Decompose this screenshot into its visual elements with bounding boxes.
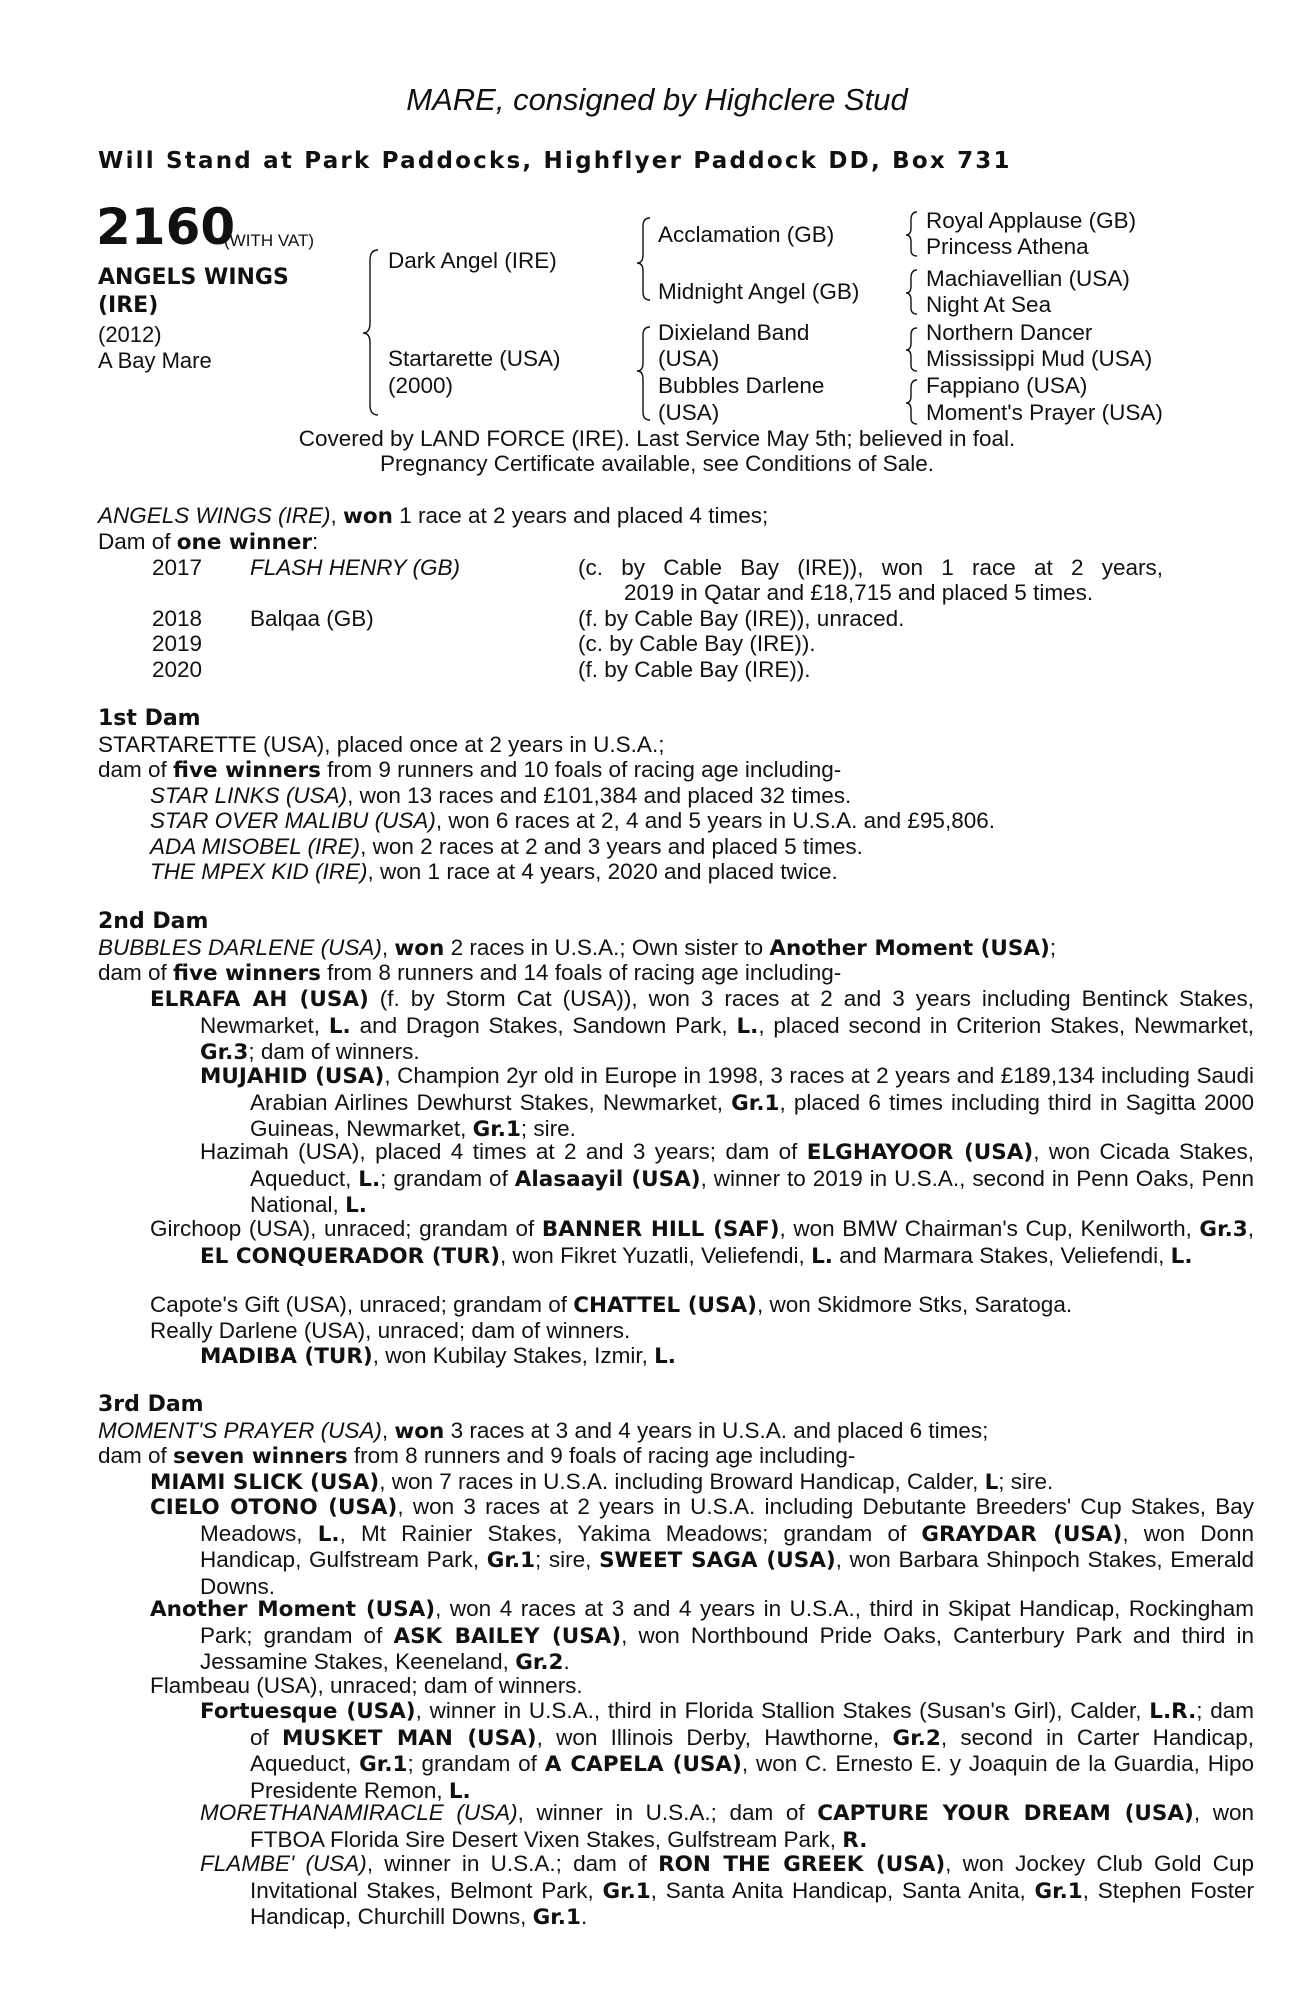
second-dam-line1: BUBBLES DARLENE (USA), won 2 races in U.S.A.; Own sister to Another Moment (USA);: [98, 935, 1057, 961]
pedigree-dam-sire-line1: Dixieland Band: [658, 320, 810, 345]
brace-dam: [637, 327, 650, 420]
entry-morethanamiracle: MORETHANAMIRACLE (USA), winner in U.S.A.; dam of CAPTURE YOUR DREAM (USA), won FTBOA Florida Sire Desert Vixen Stakes, Gulfstream Park, R.: [200, 1800, 1254, 1853]
entry-miami-slick: MIAMI SLICK (USA), won 7 races in U.S.A. including Broward Handicap, Calder, L; sire.: [150, 1469, 1054, 1495]
brace-g3-4: [906, 380, 917, 424]
pedigree-g3-5: Northern Dancer: [926, 320, 1093, 345]
produce-year: 2018: [152, 606, 203, 631]
produce-year: 2019: [152, 631, 203, 656]
pedigree-g3-6: Mississippi Mud (USA): [926, 346, 1153, 371]
pedigree-g3-4: Night At Sea: [926, 292, 1052, 317]
brace-main: [363, 250, 378, 415]
pedigree-sire: Dark Angel (IRE): [388, 248, 557, 273]
entry-madiba: MADIBA (TUR), won Kubilay Stakes, Izmir, L.: [200, 1343, 676, 1369]
produce-name: FLASH HENRY (GB): [250, 555, 461, 580]
pedigree-dam-dam-line2: (USA): [658, 400, 720, 425]
brace-g3-2: [906, 270, 917, 314]
entry-flambe: FLAMBE' (USA), winner in U.S.A.; dam of RON THE GREEK (USA), won Jockey Club Gold Cup Invitational Stakes, Belmont Park, Gr.1, Santa Anita Handicap, Santa Anita, Gr.1, Stephen Foster Handicap, Churchill Downs, Gr.1.: [200, 1851, 1254, 1930]
entry-elrafa-ah: ELRAFA AH (USA) (f. by Storm Cat (USA)), won 3 races at 2 and 3 years including Bentinck Stakes, Newmarket, L. and Dragon Stakes, Sandown Park, L., placed second in Criterion Stakes, Newmarket, Gr.3; dam of winners.: [150, 986, 1255, 1065]
stand-location: Will Stand at Park Paddocks, Highflyer Paddock DD, Box 731: [98, 148, 1012, 174]
entry-mujahid: MUJAHID (USA), Champion 2yr old in Europe in 1998, 3 races at 2 years and £189,134 including Saudi Arabian Airlines Dewhurst Stakes, Newmarket, Gr.1, placed 6 times including third in Sagitta 2000 Guineas, Newmarket, Gr.1; sire.: [200, 1063, 1255, 1142]
entry-fortuesque: Fortuesque (USA), winner in U.S.A., third in Florida Stallion Stakes (Susan's Girl), Calder, L.R.; dam of MUSKET MAN (USA), won Illinois Derby, Hawthorne, Gr.2, second in Carter Handicap, Aqueduct, Gr.1; grandam of A CAPELA (USA), won C. Ernesto E. y Joaquin de la Guardia, Hipo Presidente Remon, L.: [200, 1698, 1255, 1804]
first-dam-entry: THE MPEX KID (IRE), won 1 race at 4 years, 2020 and placed twice.: [150, 859, 838, 884]
pedigree-dam-dam-line1: Bubbles Darlene: [658, 373, 825, 398]
pedigree-g3-1: Royal Applause (GB): [926, 208, 1137, 233]
produce-name: Balqaa (GB): [250, 606, 374, 631]
pedigree-dam-sire-line2: (USA): [658, 346, 720, 371]
first-dam-entry: STAR OVER MALIBU (USA), won 6 races at 2, 4 and 5 years in U.S.A. and £95,806.: [150, 808, 995, 833]
brace-sire: [637, 218, 650, 300]
dam-of-line: Dam of one winner:: [98, 529, 319, 555]
third-dam-heading: 3rd Dam: [98, 1392, 204, 1417]
pedigree-g3-3: Machiavellian (USA): [926, 266, 1130, 291]
covered-line: Covered by LAND FORCE (IRE). Last Service May 5th; believed in foal.: [298, 426, 1016, 451]
pedigree-sire-sire: Acclamation (GB): [658, 222, 835, 247]
produce-details: (f. by Cable Bay (IRE)), unraced.: [578, 606, 905, 631]
produce-details: (f. by Cable Bay (IRE)).: [578, 657, 811, 682]
first-dam-line1: STARTARETTE (USA), placed once at 2 years in U.S.A.;: [98, 732, 665, 757]
third-dam-line2: dam of seven winners from 8 runners and 9 foals of racing age including-: [98, 1443, 856, 1469]
horse-year: (2012): [98, 322, 162, 347]
first-dam-entry: ADA MISOBEL (IRE), won 2 races at 2 and 3 years and placed 5 times.: [150, 834, 863, 859]
pedigree-g3-7: Fappiano (USA): [926, 373, 1088, 398]
entry-hazimah: Hazimah (USA), placed 4 times at 2 and 3 years; dam of ELGHAYOOR (USA), won Cicada Stakes, Aqueduct, L.; grandam of Alasaayil (USA), winner to 2019 in U.S.A., second in Penn Oaks, Penn National, L.: [200, 1139, 1254, 1218]
pregnancy-line: Pregnancy Certificate available, see Conditions of Sale.: [379, 451, 935, 476]
mare-name: ANGELS WINGS (IRE): [98, 503, 331, 528]
entry-really-darlene: Really Darlene (USA), unraced; dam of winners.: [150, 1318, 631, 1343]
produce-details: (c. by Cable Bay (IRE)).: [578, 631, 816, 656]
third-dam-line1: MOMENT'S PRAYER (USA), won 3 races at 3 and 4 years in U.S.A. and placed 6 times;: [98, 1418, 989, 1444]
lot-number: 2160: [96, 198, 236, 256]
horse-name: ANGELS WINGS (IRE): [98, 265, 289, 318]
entry-capotes-gift: Capote's Gift (USA), unraced; grandam of CHATTEL (USA), won Skidmore Stks, Saratoga.: [150, 1292, 1073, 1318]
consignor-line: MARE, consigned by Highclere Stud: [406, 82, 908, 117]
second-dam-heading: 2nd Dam: [98, 909, 209, 934]
first-dam-entry: STAR LINKS (USA), won 13 races and £101,384 and placed 32 times.: [150, 783, 852, 808]
produce-details-cont: 2019 in Qatar and £18,715 and placed 5 times.: [624, 580, 1094, 605]
second-dam-line2: dam of five winners from 8 runners and 14 foals of racing age including-: [98, 960, 842, 986]
first-dam-heading: 1st Dam: [98, 706, 201, 731]
pedigree-dam: Startarette (USA): [388, 346, 561, 371]
brace-g3-3: [906, 328, 917, 371]
entry-another-moment: Another Moment (USA), won 4 races at 3 and 4 years in U.S.A., third in Skipat Handicap, Rockingham Park; grandam of ASK BAILEY (USA), won Northbound Pride Oaks, Canterbury Park and third in Jessamine Stakes, Keeneland, Gr.2.: [150, 1596, 1254, 1675]
first-dam-line2: dam of five winners from 9 runners and 10 foals of racing age including-: [98, 757, 842, 783]
produce-year: 2020: [152, 657, 203, 682]
vat-note: (WITH VAT): [224, 231, 315, 250]
pedigree-dam-year: (2000): [388, 373, 454, 398]
pedigree-sire-dam: Midnight Angel (GB): [658, 279, 860, 304]
pedigree-g3-2: Princess Athena: [926, 234, 1089, 259]
mare-record: ANGELS WINGS (IRE), won 1 race at 2 years and placed 4 times;: [98, 503, 769, 529]
produce-year: 2017: [152, 555, 203, 580]
horse-description: A Bay Mare: [98, 348, 212, 373]
brace-g3-1: [906, 212, 917, 256]
produce-details: (c. by Cable Bay (IRE)), won 1 race at 2 years,: [578, 555, 1163, 580]
pedigree-g3-8: Moment's Prayer (USA): [926, 400, 1163, 425]
entry-flambeau: Flambeau (USA), unraced; dam of winners.: [150, 1673, 583, 1698]
entry-cielo-otono: CIELO OTONO (USA), won 3 races at 2 years in U.S.A. including Debutante Breeders' Cup Stakes, Bay Meadows, L., Mt Rainier Stakes, Yakima Meadows; grandam of GRAYDAR (USA), won Donn Handicap, Gulfstream Park, Gr.1; sire, SWEET SAGA (USA), won Barbara Shinpoch Stakes, Emerald Downs.: [150, 1494, 1254, 1599]
entry-girchoop: Girchoop (USA), unraced; grandam of BANNER HILL (SAF), won BMW Chairman's Cup, Kenilworth, Gr.3, EL CONQUERADOR (TUR), won Fikret Yuzatli, Veliefendi, L. and Marmara Stakes, Veliefendi, L.: [150, 1216, 1254, 1269]
